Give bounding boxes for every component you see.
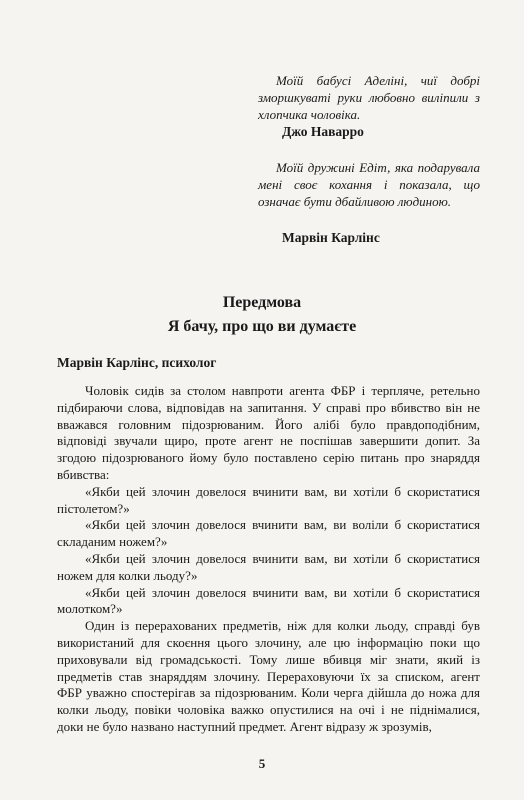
dedication-1-text: Моїй бабусі Аделіні, чиї добрі зморшкуваті руки любовно виліпили з хлопчика чоловіка.: [258, 73, 480, 122]
paragraph: «Якби цей злочин довелося вчинити вам, ви хотіли б скористатися ножем для колки льоду?»: [57, 550, 480, 583]
section-subtitle: Я бачу, про що ви думаєте: [167, 318, 357, 335]
paragraph: «Якби цей злочин довелося вчинити вам, ви воліли б скористатися складаним ножем?»: [57, 517, 480, 550]
paragraph: «Якби цей злочин довелося вчинити вам, ви хотіли б скористатися пістолетом?»: [57, 483, 480, 516]
paragraph: Чоловік сидів за столом навпроти агента ФБР і терпляче, ретельно підбираючи слова, відповідав на запитання. У справі про вбивство він не вважався головним підозрюваним. Його алібі було правдоподібним, відповіді звучали щиро, проте агент не поспішав завершити допит. За згодою підозрюваного йому було поставлено серію питань про знаряддя вбивства:: [57, 383, 480, 482]
page-number: 5: [258, 756, 266, 771]
dedication-2-text: Моїй дружині Едіт, яка подарувала мені своє кохання і показала, що означає бути дбайливою людиною.: [258, 160, 480, 209]
paragraph: «Якби цей злочин довелося вчинити вам, ви хотіли б скористатися молотком?»: [57, 584, 480, 617]
section-title: Передмова: [222, 294, 302, 311]
body-text: [57, 383, 480, 736]
dedication-2: [258, 159, 480, 210]
dedication-1: [258, 72, 480, 123]
dedication-1-author: Джо Наварро: [282, 124, 364, 139]
paragraph: Один із перерахованих предметів, ніж для колки льоду, справді був використаний для скоєння цього злочину, але цю інформацію поки що приховували від громадськості. Тому лише вбивця міг знати, який із предметів став знаряддям злочину. Перераховуючи їх за списком, агент ФБР уважно спостерігав за підозрюваним. Коли черга дійшла до ножа для колки льоду, повіки чоловіка важко опустилися на очі і не піднімалися, доки не було названо наступний предмет. Агент відразу ж зрозумів,: [57, 618, 480, 734]
chapter-author: Марвін Карлінс, психолог: [57, 355, 217, 370]
dedication-2-author: Марвін Карлінс: [282, 230, 380, 245]
